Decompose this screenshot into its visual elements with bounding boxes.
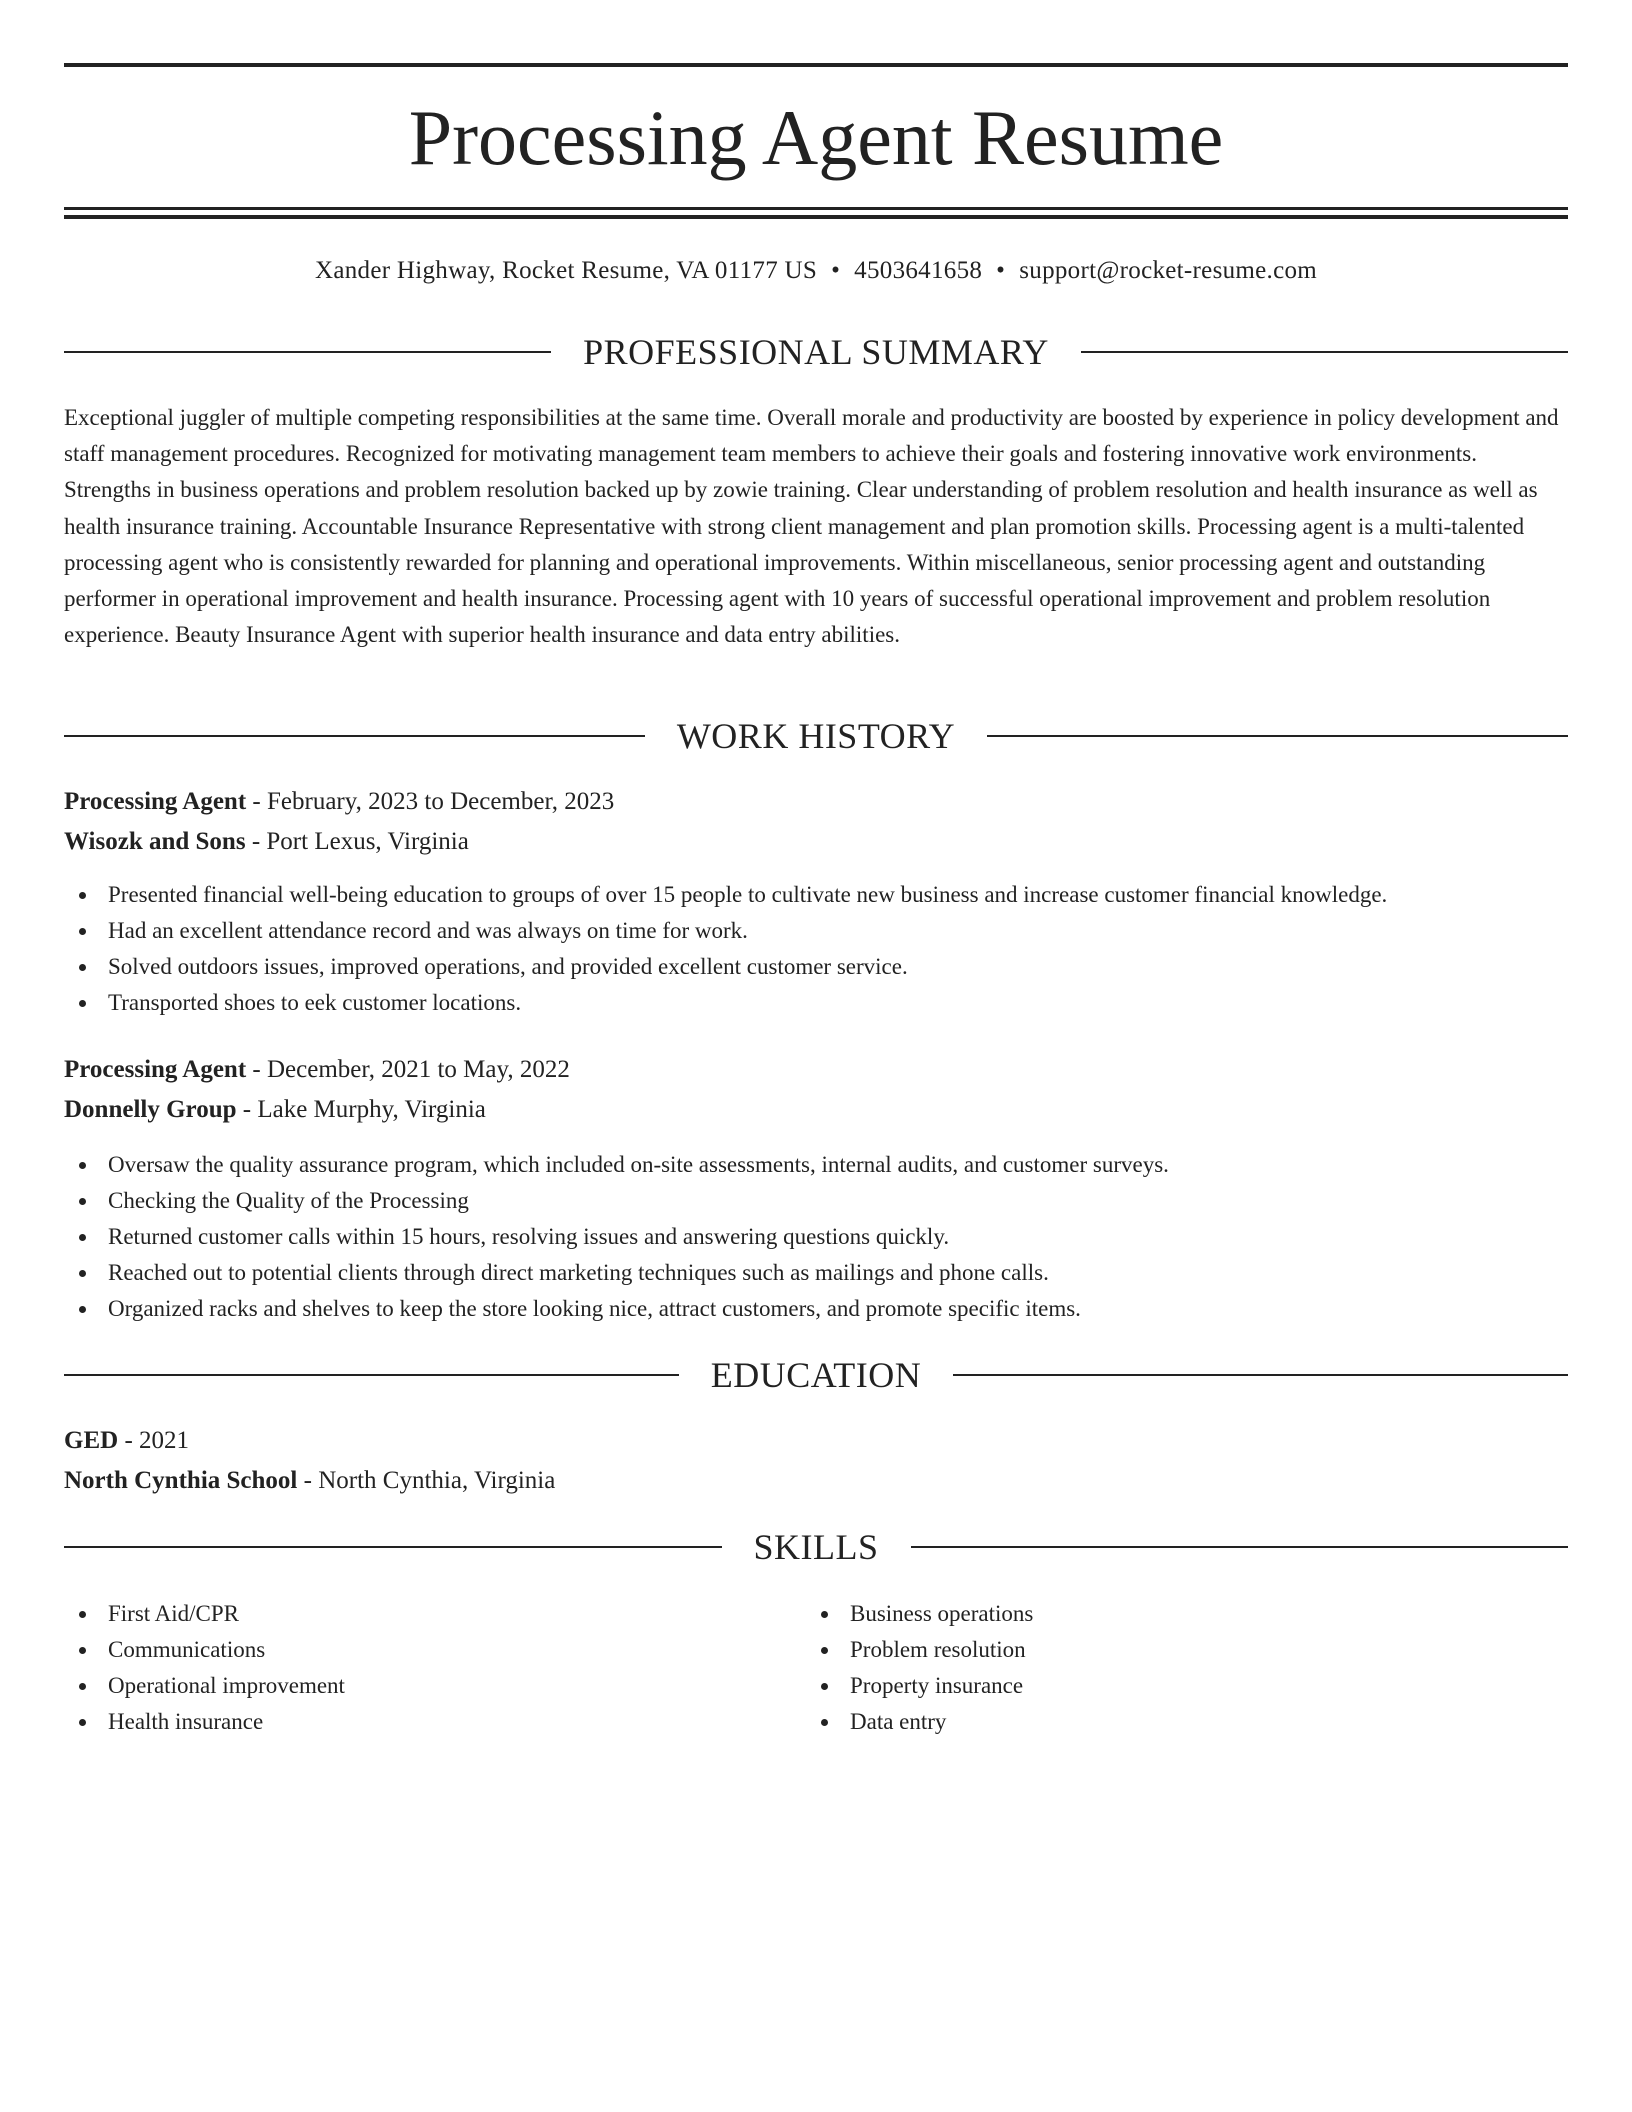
bullet-dot xyxy=(79,1647,86,1654)
list-item-text: Presented financial well-being education to groups of over 15 people to cultivate new business and increase customer financial knowledge. xyxy=(108,882,1388,907)
job-company-line xyxy=(64,825,1568,859)
education-school: North Cynthia School xyxy=(64,1467,298,1494)
job-dates: - December, 2021 to May, 2022 xyxy=(246,1056,570,1083)
contact-separator: • xyxy=(996,257,1006,284)
bullet-dot xyxy=(79,1306,86,1313)
bullet-dot xyxy=(79,964,86,971)
skill-text: Business operations xyxy=(850,1601,1034,1626)
skill-item xyxy=(64,1668,764,1704)
bullet-dot xyxy=(79,1198,86,1205)
bullet-dot xyxy=(821,1647,828,1654)
title-rule-lower xyxy=(64,215,1568,219)
bullet-dot xyxy=(79,1611,86,1618)
bullet-dot xyxy=(79,1000,86,1007)
section-heading-label: EDUCATION xyxy=(710,1355,922,1395)
skill-text: First Aid/CPR xyxy=(108,1601,240,1626)
job-company: Donnelly Group xyxy=(64,1096,237,1123)
job-title: Processing Agent xyxy=(64,788,247,815)
heading-rule xyxy=(1081,351,1568,353)
list-item-text: Checking the Quality of the Processing xyxy=(108,1188,469,1213)
education-location: - North Cynthia, Virginia xyxy=(297,1467,556,1494)
job-location: - Lake Murphy, Virginia xyxy=(236,1096,486,1123)
heading-rule xyxy=(64,351,551,353)
contact-phone: 4503641658 xyxy=(854,257,983,284)
skill-item xyxy=(806,1596,1506,1632)
contact-line xyxy=(64,254,1568,288)
summary-text: Exceptional juggler of multiple competing responsibilities at the same time. Overall morale and productivity are boosted by experience in policy development and staff management procedures. Recognized for motivating management team members to achieve their goals and fostering innovative work environments. Strengths in business operations and problem resolution backed up by zowie training. Clear understanding of problem resolution and health insurance as well as health insurance training. Accountable Insurance Representative with strong client management and plan promotion skills. Processing agent is a multi-talented processing agent who is consistently rewarded for planning and operational improvements. Within miscellaneous, senior processing agent and outstanding performer in operational improvement and health insurance. Processing agent with 10 years of successful operational improvement and problem resolution experience. Beauty Insurance Agent with superior health insurance and data entry abilities. xyxy=(64,405,1559,648)
job-dates: - February, 2023 to December, 2023 xyxy=(246,788,615,815)
job-company-line xyxy=(64,1093,1568,1127)
list-item xyxy=(64,1219,1568,1255)
top-rule xyxy=(64,63,1568,67)
list-item xyxy=(64,949,1568,985)
skill-item xyxy=(64,1704,764,1740)
section-heading-work-history xyxy=(64,713,1568,759)
section-heading-summary xyxy=(64,329,1568,375)
list-item xyxy=(64,1291,1568,1327)
list-item-text: Oversaw the quality assurance program, which included on-site assessments, internal audits, and customer surveys. xyxy=(108,1152,1169,1177)
list-item xyxy=(64,1183,1568,1219)
skill-text: Health insurance xyxy=(108,1709,264,1734)
job-title: Processing Agent xyxy=(64,1056,247,1083)
job-bullets xyxy=(64,877,1568,1021)
education-degree: GED xyxy=(64,1427,119,1454)
list-item xyxy=(64,877,1568,913)
contact-email: support@rocket-resume.com xyxy=(1019,257,1318,284)
section-heading-education xyxy=(64,1352,1568,1398)
contact-address: Xander Highway, Rocket Resume, VA 01177 US xyxy=(314,257,818,284)
title-rule-upper xyxy=(64,207,1568,210)
heading-rule xyxy=(64,735,645,737)
job-company: Wisozk and Sons xyxy=(64,828,246,855)
page-title: Processing Agent Resume xyxy=(408,94,1224,181)
list-item xyxy=(64,1147,1568,1183)
list-item-text: Reached out to potential clients through direct marketing techniques such as mailings and phone calls. xyxy=(108,1260,1049,1285)
skill-item xyxy=(806,1704,1506,1740)
list-item-text: Solved outdoors issues, improved operations, and provided excellent customer service. xyxy=(108,954,908,979)
heading-rule xyxy=(911,1546,1569,1548)
section-heading-label: WORK HISTORY xyxy=(676,716,956,756)
list-item xyxy=(64,1255,1568,1291)
list-item xyxy=(64,913,1568,949)
skill-item xyxy=(64,1632,764,1668)
skill-item xyxy=(806,1632,1506,1668)
heading-rule xyxy=(953,1374,1568,1376)
bullet-dot xyxy=(79,892,86,899)
bullet-dot xyxy=(821,1611,828,1618)
section-heading-label: PROFESSIONAL SUMMARY xyxy=(583,332,1049,372)
job-title-line xyxy=(64,785,1568,819)
skill-item xyxy=(64,1596,764,1632)
skill-text: Communications xyxy=(108,1637,266,1662)
heading-rule xyxy=(987,735,1568,737)
bullet-dot xyxy=(821,1719,828,1726)
list-item xyxy=(64,985,1568,1021)
bullet-dot xyxy=(79,1719,86,1726)
list-item-text: Organized racks and shelves to keep the store looking nice, attract customers, and promote specific items. xyxy=(108,1296,1081,1321)
list-item-text: Had an excellent attendance record and was always on time for work. xyxy=(108,918,748,943)
skill-text: Problem resolution xyxy=(850,1637,1026,1662)
section-heading-label: SKILLS xyxy=(753,1527,879,1567)
list-item-text: Returned customer calls within 15 hours, resolving issues and answering questions quickly. xyxy=(108,1224,950,1249)
job-bullets xyxy=(64,1147,1568,1327)
bullet-dot xyxy=(79,1270,86,1277)
section-heading-skills xyxy=(64,1524,1568,1570)
bullet-dot xyxy=(79,928,86,935)
bullet-dot xyxy=(79,1234,86,1241)
list-item-text: Transported shoes to eek customer locations. xyxy=(108,990,522,1015)
skill-text: Data entry xyxy=(850,1709,947,1734)
skills-list-left xyxy=(64,1596,764,1740)
bullet-dot xyxy=(79,1162,86,1169)
skill-item xyxy=(806,1668,1506,1704)
job-location: - Port Lexus, Virginia xyxy=(245,828,469,855)
bullet-dot xyxy=(821,1683,828,1690)
education-year: - 2021 xyxy=(118,1427,190,1454)
education-degree-line xyxy=(64,1424,1568,1458)
skills-list-right xyxy=(806,1596,1506,1740)
skill-text: Operational improvement xyxy=(108,1673,345,1698)
heading-rule xyxy=(64,1546,722,1548)
contact-separator: • xyxy=(831,257,841,284)
bullet-dot xyxy=(79,1683,86,1690)
education-school-line xyxy=(64,1464,1568,1498)
heading-rule xyxy=(64,1374,679,1376)
skill-text: Property insurance xyxy=(850,1673,1024,1698)
job-title-line xyxy=(64,1053,1568,1087)
